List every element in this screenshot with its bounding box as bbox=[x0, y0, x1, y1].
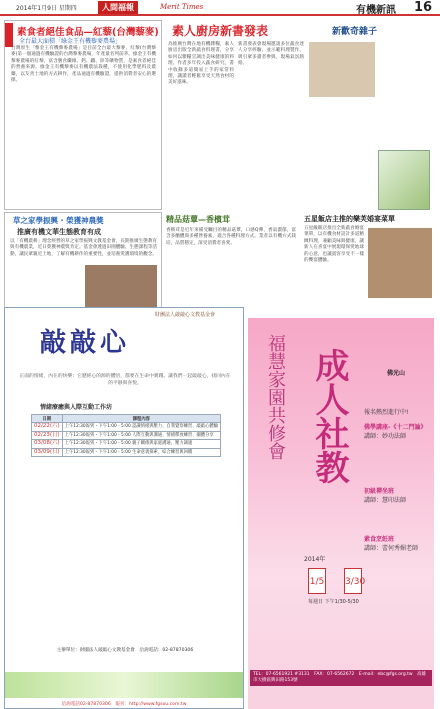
table-row bbox=[32, 431, 221, 440]
article-title-secondary: 新歡奇雜子 bbox=[332, 27, 378, 37]
ad-contact: 洽詢電話02-87870306 報名：http://www.fgsou.com.tw bbox=[61, 702, 187, 707]
workshop-title: 情緒療癒與人際互動工作坊 bbox=[40, 404, 113, 411]
article-title: 草之家學振興 · 榮獲神農獎 bbox=[13, 216, 104, 225]
schedule-date: 02/23(日) bbox=[32, 431, 63, 440]
schedule-content: 上午12:30報到・下午1:00 - 5:00 認識情緒與壓力、自我覺察練習、敲敲心體驗 bbox=[62, 423, 220, 432]
end-date: 3/30 bbox=[344, 568, 362, 594]
table-header: 日期 bbox=[32, 415, 63, 423]
article-subtitle: 全台最大面積「綠金王有機藜麥農場」 bbox=[19, 38, 122, 45]
ad-organization: 財團法人敲敲心文教基金會 bbox=[155, 312, 216, 318]
article-cookbook bbox=[164, 20, 432, 210]
course-label: 佛學講座-《十二門論》 bbox=[364, 424, 427, 431]
schedule-date: 02/22(六) bbox=[32, 423, 63, 432]
ad-footer: 主辦單位：財團法人敲敲心文教基金會 洽詢電話：02-87870306 bbox=[56, 648, 194, 653]
course-list bbox=[364, 408, 430, 553]
section-title: 有機新訊 bbox=[356, 5, 396, 16]
ad-main-title: 成人社教 bbox=[309, 348, 349, 484]
ad-adult-education bbox=[248, 318, 434, 709]
start-date: 1/5 bbox=[308, 568, 326, 594]
article-body: 台灣原生「藜金王有機藜麥農場」是目前全台最大藜麥、紅藜(台灣藜麥)第一個通過有機驗證的台灣藜麥農場，年產量名列前茅。綠金王有機藜麥農場的紅藜，富含膳食纖維、鈣、鐵、鋅等礦物質，是素食者絕佳的營養來源。綠金王有機藜麥以有機農法栽種，不使用化學肥料及農藥，以友善土地的方式耕作，產品通過有機驗證，提供消費者安心的選擇。 bbox=[11, 46, 156, 84]
article-subtitle: 推廣有機文華生態教育有成 bbox=[17, 228, 101, 236]
ad-knock-heart bbox=[4, 307, 244, 709]
schedule-table bbox=[31, 414, 221, 457]
table-row bbox=[32, 423, 221, 432]
newspaper-logo: 人間福報 bbox=[98, 1, 138, 14]
issue-date: 2014年1月9日 星期四 bbox=[16, 5, 77, 12]
photo-cookbook-event bbox=[309, 42, 375, 97]
course-label: 素食烹飪班 bbox=[364, 536, 395, 543]
article-body: 五星級飯店推出全新蔬食婚宴菜單，以有機食材設計多道精緻料理，兼顧美味與健康，讓新人在喜宴中展現環保愛地球的心意，也讓賓客享受不一樣的饗宴體驗。 bbox=[304, 226, 364, 264]
ad-intro: 正面的情緒，內在的快樂；它歷經心的源的體悟，都要在生命中實踐。讓我們一起敲敲心，找回內在的平靜與喜悅。 bbox=[19, 374, 231, 386]
article-title: 五星飯店主推的樂芙婚宴菜單 bbox=[304, 215, 395, 223]
ad-main-title: 敲敲心 bbox=[40, 328, 131, 358]
class-time: 每週日 下午1/30-5/30 bbox=[308, 599, 359, 605]
table-row bbox=[32, 440, 221, 449]
ad-year: 2014年 bbox=[304, 556, 326, 563]
article-body-2: 新書發表會現場邀請多位蔬食達人分享經驗，並示範料理製作，吸引眾多讀者參與，現場氣氛熱絡。 bbox=[238, 42, 304, 67]
ad-organization: 佛光山 bbox=[386, 370, 405, 377]
article-quinoa bbox=[4, 20, 162, 210]
page-number: 16 bbox=[414, 0, 433, 15]
ad-contact: TEL：07-6561921 #3131 FAX：07-6562672 E-mail：ebc@fgs.org.tw 高雄市大樹區興田路153號 bbox=[250, 670, 432, 686]
article-title: 素人廚房新書發表 bbox=[172, 24, 269, 38]
article-body: 香檳茸是近年來備受矚目的精品菇蕈，口感Q彈、香氣濃郁，富含多醣體與多種營養素，適合各種料理方式。業者以有機方式栽培，品質穩定，深受消費者喜愛。 bbox=[166, 228, 296, 246]
schedule-date: 03/09(日) bbox=[32, 448, 63, 457]
table-row bbox=[32, 448, 221, 457]
schedule-content: 上午12:30報到・下午1:00 - 5:00 生命意義探索、綜合練習與回饋 bbox=[62, 448, 220, 457]
ad-org-vertical: 福慧家園共修會 bbox=[265, 334, 286, 460]
schedule-content: 上午12:30報到・下午1:00 - 5:00 人際互動與溝通、情緒釋放練習、團體分享 bbox=[62, 431, 220, 440]
article-title: 素食者絕佳食品—紅藜(台灣藜麥) bbox=[17, 27, 159, 38]
schedule-content: 上午12:30報到・下午1:00 - 5:00 親子關係與家庭溝通、壓力調適 bbox=[62, 440, 220, 449]
photo-wedding-dish bbox=[368, 228, 432, 298]
article-body: 以「有機農耕」理念經營的草之家學振興文教基金會，長期推廣生態教育與有機農業，近日榮獲神農獎肯定。基金會透過田園體驗、生態課程等活動，讓民眾親近土地，了解有機耕作的重要性，並培養愛護環境的觀念。 bbox=[10, 239, 158, 257]
page-header bbox=[0, 0, 440, 16]
course-teacher: 講師：蕾何秀媚老師 bbox=[364, 545, 419, 552]
ad-subtitle: 報名熱烈進行中! bbox=[364, 409, 409, 416]
article-body: 為推廣台灣在地有機雜糧，素人廚房出版全新蔬食料理書，分享如何以雜糧烹調出美味健康的料理。作者多年投入蔬食研究，書中收錄多道簡易上手的家常料理，讓讀者輕鬆享受天然食材的美好滋味。 bbox=[168, 42, 234, 86]
schedule-date: 03/08(六) bbox=[32, 440, 63, 449]
course-teacher: 講師：妙功法師 bbox=[364, 433, 407, 440]
table-header: 課程內容 bbox=[62, 415, 220, 423]
nature-banner-image bbox=[5, 672, 243, 698]
article-title: 精品菇蕈—香檳茸 bbox=[166, 215, 230, 224]
book-cover-image bbox=[378, 150, 430, 210]
course-label: 初級禪坐班 bbox=[364, 488, 395, 495]
newspaper-english-name: Merit Times bbox=[160, 3, 204, 11]
course-teacher: 講師：慧印法師 bbox=[364, 497, 407, 504]
title-bar-decoration bbox=[5, 23, 13, 47]
